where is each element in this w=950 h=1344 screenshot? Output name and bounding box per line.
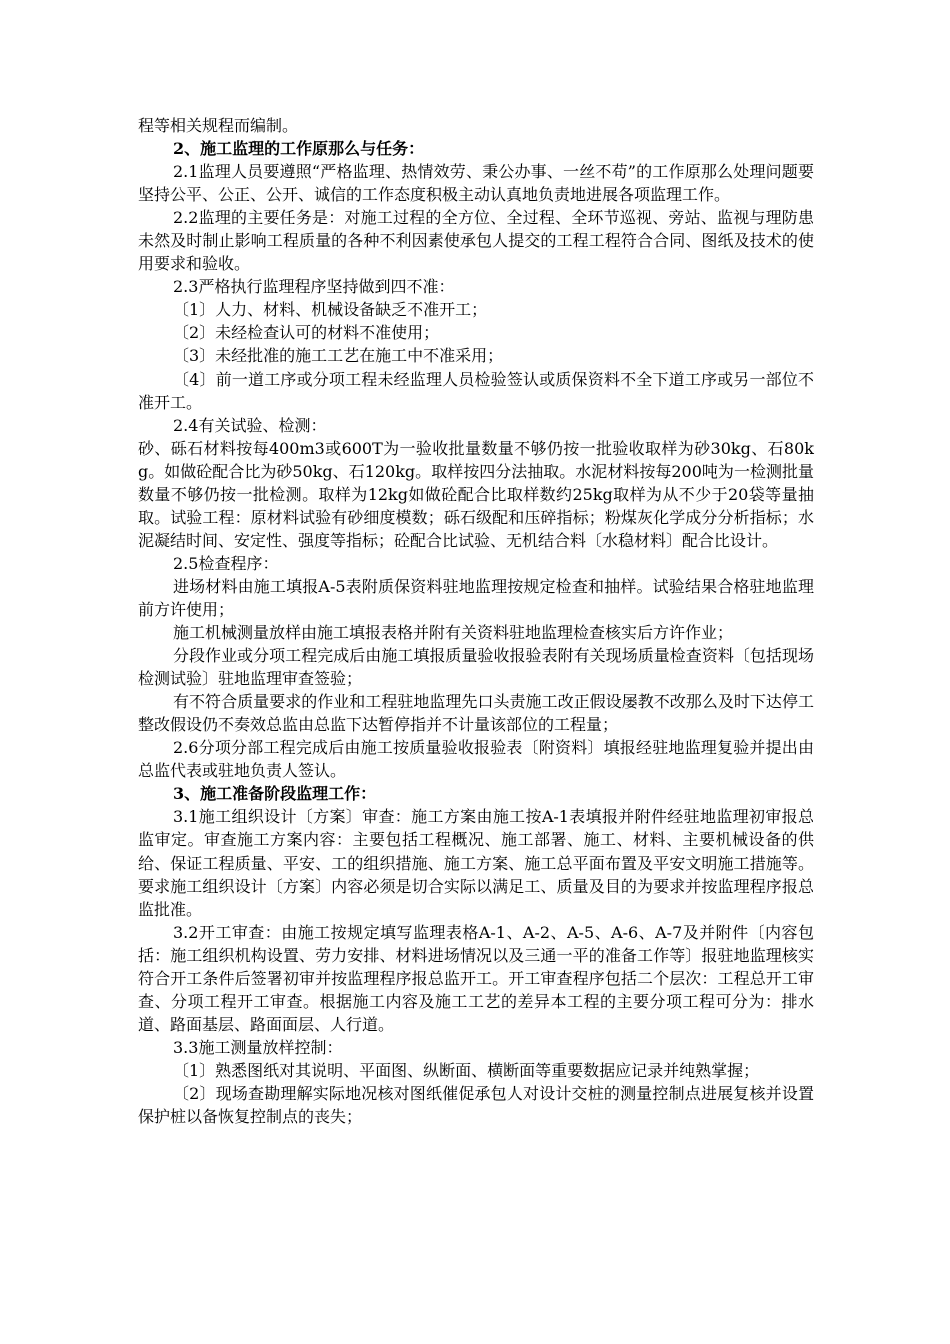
paragraph: 2.5检查程序：: [173, 553, 279, 573]
paragraph: 3.2开工审查：由施工按规定填写监理表格A-1、A-2、A-5、A-6、A-7及并附件〔内容包括：施工组织机构设置、劳力安排、材料进场情况以及三通一平的准备工作等〕报驻地监理核实符合开工条件后签署初审并按监理程序报总监开工。开工审查程序包括二个层次：工程总开工审查、分项工程开工审查。根据施工内容及施工工艺的差异本工程的主要分项工程可分为：排水道、路面基层、路面面层、人行道。: [138, 922, 814, 1034]
paragraph: 程等相关规程而编制。: [138, 116, 299, 135]
list-item: 〔3〕未经批准的施工工艺在施工中不准采用；: [173, 346, 504, 366]
paragraph: 砂、砾石材料按每400m3或600T为一验收批量数量不够仍按一批验收取样为砂30kg、石80kg。如做砼配合比为砂50kg、石120kg。取样按四分法抽取。水泥材料按每200吨为一检测批量数量不够仍按一批检测。取样为12kg如做砼配合比取样数约25kg取样为从不少于20袋等量抽取。试验工程：原材料试验有砂细度模数；砾石级配和压碎指标；粉煤灰化学成分分析指标；水泥凝结时间、安定性、强度等指标；砼配合比试验、无机结合料〔水稳材料〕配合比设计。: [138, 438, 814, 550]
paragraph: 3.1施工组织设计〔方案〕审查：施工方案由施工按A-1表填报并附件经驻地监理初审报总监审定。审查施工方案内容：主要包括工程概况、施工部署、施工、材料、主要机械设备的供给、保证工程质量、平安、工的组织措施、施工方案、施工总平面布置及平安文明施工措施等。要求施工组织设计〔方案〕内容必须是切合实际以满足工、质量及目的为要求并按监理程序报总监批准。: [138, 807, 814, 919]
paragraph: 2.6分项分部工程完成后由施工按质量验收报验表〔附资料〕填报经驻地监理复验并提出由总监代表或驻地负责人签认。: [138, 738, 814, 781]
paragraph: 2.3严格执行监理程序坚持做到四不准：: [173, 277, 455, 297]
paragraph: 2.4有关试验、检测：: [173, 415, 327, 435]
document-body: [138, 114, 814, 1128]
section-heading: 2、施工监理的工作原那么与任务：: [173, 139, 425, 159]
paragraph: 分段作业或分项工程完成后由施工填报质量验收报验表附有关现场质量检查资料〔包括现场检测试验〕驻地监理审查签验；: [138, 646, 814, 689]
paragraph: 施工机械测量放样由施工填报表格并附有关资料驻地监理检查核实后方许作业；: [173, 623, 734, 643]
paragraph: 2.2监理的主要任务是：对施工过程的全方位、全过程、全环节巡视、旁站、监视与理防患未然及时制止影响工程质量的各种不利因素使承包人提交的工程工程符合合同、图纸及技术的使用要求和验收。: [138, 208, 814, 274]
list-item: 〔2〕现场查勘理解实际地况核对图纸催促承包人对设计交桩的测量控制点进展复核并设置保护桩以备恢复控制点的丧失；: [138, 1083, 814, 1127]
list-item: 〔1〕熟悉图纸对其说明、平面图、纵断面、横断面等重要数据应记录并纯熟掌握；: [173, 1060, 760, 1080]
paragraph: 2.1监理人员要遵照“严格监理、热情效劳、秉公办事、一丝不苟”的工作原那么处理问题要坚持公平、公正、公开、诚信的工作态度积极主动认真地负责地进展各项监理工作。: [138, 162, 814, 205]
list-item: 〔1〕人力、材料、机械设备缺乏不准开工；: [173, 300, 488, 320]
paragraph: 3.3施工测量放样控制：: [173, 1037, 343, 1057]
list-item: 〔2〕未经检查认可的材料不准使用；: [173, 323, 440, 343]
paragraph: 有不符合质量要求的作业和工程驻地监理先口头责施工改正假设屡教不改那么及时下达停工整改假设仍不奏效总监由总监下达暂停指并不计量该部位的工程量；: [138, 692, 814, 735]
section-heading: 3、施工准备阶段监理工作：: [173, 784, 377, 804]
list-item: 〔4〕前一道工序或分项工程未经监理人员检验签认或质保资料不全下道工序或另一部位不准开工。: [138, 369, 814, 412]
paragraph: 进场材料由施工填报A-5表附质保资料驻地监理按规定检查和抽样。试验结果合格驻地监理前方许使用；: [138, 576, 814, 619]
